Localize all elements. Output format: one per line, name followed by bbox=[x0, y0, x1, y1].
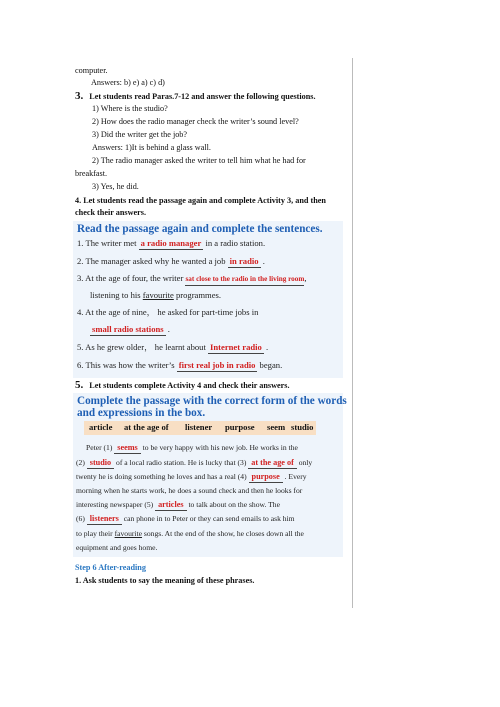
passage-line-3 bbox=[76, 472, 307, 483]
blank-4-answer: purpose bbox=[249, 472, 283, 483]
blank-5-answer: articles bbox=[155, 500, 186, 511]
s2-post: . bbox=[260, 256, 265, 266]
activity4-title-line2: and expressions in the box. bbox=[77, 407, 206, 419]
step5-heading-text: Let students complete Activity 4 and check their answers. bbox=[89, 381, 290, 390]
question-2: 2) How does the radio manager check the writer’s sound level? bbox=[92, 117, 299, 126]
l1-post: to be very happy with his new job. He works in the bbox=[140, 443, 298, 452]
s3-post: , bbox=[304, 273, 307, 283]
passage-line-5 bbox=[76, 500, 280, 511]
step4-heading-line1: 4. Let students read the passage again and complete Activity 3, and then bbox=[75, 196, 326, 205]
question-1: 1) Where is the studio? bbox=[92, 104, 168, 113]
s6-answer: first real job in radio bbox=[178, 360, 256, 370]
l7-favourite: favourite bbox=[114, 529, 143, 538]
s5-post: . bbox=[263, 342, 269, 352]
step3-heading-text: Let students read Paras.7-12 and answer the following questions. bbox=[89, 92, 316, 101]
l7-pre: to play their bbox=[76, 529, 115, 538]
l5-pre: interesting newspaper (5) bbox=[76, 500, 156, 509]
word-studio: studio bbox=[291, 422, 314, 432]
answers-line: Answers: b) e) a) c) d) bbox=[91, 78, 165, 87]
l6-post: can phone in to Peter or they can send emails to ask him bbox=[121, 514, 295, 523]
blank-2-answer: studio bbox=[87, 458, 114, 469]
step5-heading bbox=[75, 380, 290, 391]
s1-post: in a radio station. bbox=[203, 238, 266, 248]
s5-answer: Internet radio bbox=[210, 342, 262, 352]
s1-answer: a radio manager bbox=[140, 238, 202, 248]
word-listener: listener bbox=[185, 422, 213, 432]
activity3-sentence-2 bbox=[77, 256, 265, 268]
blank-3-answer: at the age of bbox=[248, 458, 297, 469]
text-line: computer. bbox=[75, 66, 108, 75]
s3-favourite: favourite bbox=[142, 290, 174, 300]
answer-1: Answers: 1)It is behind a glass wall. bbox=[92, 143, 211, 152]
s3-answer: sat close to the radio in the living room bbox=[185, 274, 304, 286]
s3-line2-post: programmes. bbox=[173, 290, 222, 300]
margin-line bbox=[352, 58, 353, 608]
s6-pre: 6. This was how the writer’s bbox=[77, 360, 177, 370]
step4-heading-line2: check their answers. bbox=[75, 208, 147, 217]
s3-line2-pre: listening to his bbox=[90, 290, 143, 300]
word-at-the-age-of: at the age of bbox=[124, 422, 169, 432]
activity3-sentence-4-cont bbox=[90, 324, 170, 336]
l5-post: to talk about on the show. The bbox=[186, 500, 280, 509]
l2-pre: (2) bbox=[76, 458, 87, 467]
activity3-sentence-4: 4. At the age of nine， he asked for part-time jobs in bbox=[77, 307, 259, 317]
l1-pre: Peter (1) bbox=[86, 443, 115, 452]
passage-line-4: morning when he starts work, he does a sound check and then he looks for bbox=[76, 486, 303, 495]
s2-answer: in radio bbox=[229, 256, 259, 266]
activity3-sentence-3 bbox=[77, 273, 307, 286]
passage-line-7 bbox=[76, 529, 304, 539]
passage-line-6 bbox=[76, 514, 295, 525]
s3-pre: 3. At the age of four, the writer bbox=[77, 273, 186, 283]
l7-post: songs. At the end of the show, he closes down all the bbox=[142, 529, 304, 538]
s5-pre: 5. As he grew older， he learnt about bbox=[77, 342, 209, 352]
passage-line-8: equipment and goes home. bbox=[76, 543, 158, 552]
answer-2: 2) The radio manager asked the writer to tell him what he had for bbox=[92, 156, 306, 165]
step6-heading: Step 6 After-reading bbox=[75, 563, 146, 572]
passage-line-1 bbox=[86, 443, 298, 454]
blank-6-answer: listeners bbox=[87, 514, 122, 525]
l6-pre: (6) bbox=[76, 514, 87, 523]
s6-post: began. bbox=[257, 360, 283, 370]
activity3-title: Read the passage again and complete the sentences. bbox=[77, 223, 323, 235]
l3-pre: twenty he is doing something he loves and has a real (4) bbox=[76, 472, 249, 481]
question-3: 3) Did the writer get the job? bbox=[92, 130, 188, 139]
activity3-sentence-6 bbox=[77, 360, 282, 372]
passage-line-2 bbox=[76, 458, 312, 469]
s1-pre: 1. The writer met bbox=[77, 238, 139, 248]
step6-item-1: 1. Ask students to say the meaning of these phrases. bbox=[75, 576, 255, 585]
step3-heading bbox=[75, 91, 316, 102]
activity3-sentence-3-cont bbox=[90, 290, 221, 301]
l2-mid: of a local radio station. He is lucky that (3) bbox=[114, 458, 249, 467]
s4-post: . bbox=[165, 324, 170, 334]
word-purpose: purpose bbox=[225, 422, 255, 432]
l2-post: only bbox=[296, 458, 313, 467]
activity3-sentence-1 bbox=[77, 238, 265, 250]
activity4-title-line1: Complete the passage with the correct form of the words bbox=[77, 395, 347, 407]
answer-2-cont: breakfast. bbox=[75, 169, 108, 178]
answer-3: 3) Yes, he did. bbox=[92, 182, 139, 191]
s2-pre: 2. The manager asked why he wanted a job bbox=[77, 256, 228, 266]
word-seem: seem bbox=[267, 422, 286, 432]
l3-post: . Every bbox=[282, 472, 307, 481]
blank-1-answer: seems bbox=[114, 443, 140, 454]
word-box bbox=[84, 421, 316, 435]
word-article: article bbox=[89, 422, 113, 432]
step3-number: 3. bbox=[75, 90, 84, 102]
activity3-sentence-5 bbox=[77, 342, 268, 354]
s4-answer: small radio stations bbox=[92, 324, 164, 334]
step5-number: 5. bbox=[75, 379, 84, 391]
